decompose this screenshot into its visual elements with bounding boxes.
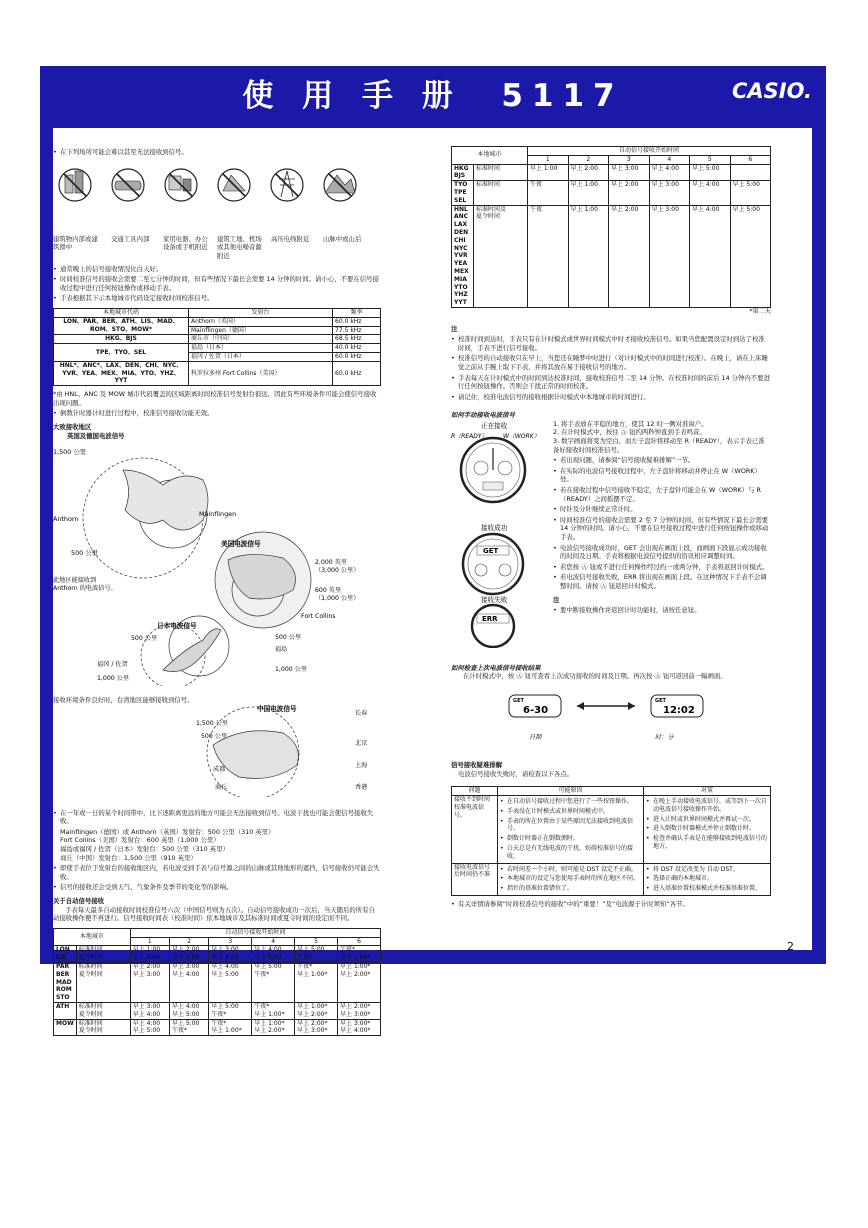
th: 本地城市	[452, 147, 528, 165]
last-result-displays	[451, 687, 771, 747]
label-2000: 2,000 英里	[315, 559, 348, 567]
step: 3. 数字画面将变为空白，而左子盘针将移动至 R（READY），表示手表已准备好接收时间校准信号。	[553, 437, 765, 454]
label-changchun: 长春	[355, 709, 368, 717]
city-codes: HKG、BJS	[54, 335, 189, 344]
step-bullet: • 若在接收过程中信号接收不稳定，左子盘针可能会在 W（WORK）与 R（READY）之间摇摆不定。	[553, 486, 771, 503]
label-fail: 接收失败	[481, 595, 508, 604]
cause: • 指针的基准位置错位了。	[500, 885, 641, 893]
time-cell: 早上 5:00	[690, 164, 731, 181]
type-cell: 标准时间	[474, 164, 528, 181]
time-cell: 早上 1:00* 早上 2:00*	[338, 963, 381, 1003]
freq: 60.0 kHz	[333, 352, 381, 361]
label-1500: 1,500 公里	[53, 448, 87, 457]
trouble-table	[451, 786, 771, 896]
solution: • 进入倒数计时器模式并停止倒数计时。	[646, 825, 768, 833]
place-power: 高压电线附近	[271, 234, 310, 243]
time-cell: 早上 1:00* 早上 2:00*	[295, 1003, 338, 1020]
header-bar	[40, 66, 826, 114]
europe-map	[83, 458, 208, 578]
label-success: 接收成功	[481, 523, 508, 532]
watch-figures	[451, 420, 551, 648]
type-cell: 标准时间 夏令时间	[76, 1003, 130, 1020]
th: 问题	[452, 787, 498, 796]
time-cell: 早上 5:00 午夜*	[252, 963, 295, 1003]
type-cell: 标准时间	[474, 181, 528, 205]
label-jp: 日本电波信号	[157, 622, 197, 631]
last-text: 在计时模式中，按 Ⓐ 钮可查看上次成功接收的时间及日期。再次按 Ⓐ 钮可返回前一幅画面。	[463, 672, 727, 681]
label-600b: （1,000 公里）	[315, 595, 360, 603]
problem-cell: 接收不到时间校准电波信号。	[452, 796, 498, 864]
time-cell: 早上 2:00 早上 3:00	[169, 946, 208, 963]
label-note2: Anthorn 的电波信号。	[53, 585, 117, 593]
step-bullet: • 在实际的电波信号接收过程中，左子盘针将移动并停止在 W（WORK）处。	[553, 467, 771, 484]
city-cell: HKG BJS	[452, 164, 474, 181]
construction-icon	[218, 169, 250, 201]
label-shanghai: 上海	[355, 761, 368, 769]
label-2000b: （3,000 公里）	[315, 567, 360, 575]
time-cell: 早上 4:00	[649, 164, 690, 181]
time-cell: 早上 3:00 早上 4:00	[130, 1003, 169, 1020]
label-j500: 500 公里	[131, 635, 158, 643]
step-bullet: • 若出现问题，请参阅“信号接收疑难排解”一节。	[553, 456, 771, 465]
th: 5	[295, 937, 338, 946]
time-cell: 午夜* 早上 1:00*	[209, 1019, 252, 1036]
cause: • 白天总是有无线电波的干扰，妨碍校准信号的接收。	[500, 845, 641, 861]
time-cell: 早上 4:00 早上 5:00	[169, 1003, 208, 1020]
label-600: 600 英里	[315, 587, 342, 595]
time-get: GET	[655, 698, 666, 705]
time-cell: 早上 4:00	[690, 205, 731, 307]
label-mainflingen: Mainflingen	[199, 510, 237, 519]
time-cell: 早上 3:00	[649, 205, 690, 307]
bullet: • 手表根据其下示本地城市代码设定接收时间校准信号。	[53, 294, 381, 303]
city-codes: HNL*、ANC*、LAX、DEN、CHI、NYC、YVR、YEA、MEX、MIA、YTO、YHZ、YYT	[54, 361, 189, 385]
city-codes: LON、PAR、BER、ATH、LIS、MAD、ROM、STO、MOW*	[54, 317, 189, 335]
page-number: 2	[787, 940, 794, 953]
interference-icons	[53, 161, 381, 260]
step: 2. 在计时模式中，按住 Ⓐ 钮约两秒钟直到手表鸣音。	[553, 428, 706, 437]
table-row	[54, 1019, 381, 1036]
time-display-icon	[651, 695, 703, 717]
label-500: 500 公里	[71, 549, 99, 558]
time-cell: 早上 1:00	[528, 164, 569, 181]
label-shangqiu: 商丘	[215, 783, 228, 791]
place-mountain: 山脉中或山后	[323, 234, 362, 243]
label-anthorn: Anthorn	[53, 515, 79, 524]
swap-arrow-icon	[577, 702, 635, 710]
final-note: • 有关详情请参阅“时间校准信号的接收”中的“重要！”及“电波源子计时须知”各节。	[451, 900, 771, 909]
cause: • 若时间差一个小时，则可能是 DST 设定不正确。	[500, 866, 641, 874]
table-row	[452, 796, 771, 864]
table-row	[452, 164, 771, 181]
time-cell: 早上 2:00 早上 3:00	[130, 963, 169, 1003]
time-cell: 午夜* 早上 1:00*	[252, 1003, 295, 1020]
bullet: • 信号的接收还会受到天气、气象条件及季节的变化等的影响。	[53, 883, 381, 892]
trouble-title: 信号接收疑难排解	[451, 761, 503, 770]
power-line-icon	[271, 169, 303, 201]
time-cell: 早上 3:00 早上 4:00	[209, 946, 252, 963]
get-indicator: GET	[483, 546, 499, 555]
dist-line: 福島或福冈 / 佐贺（日本）发射台：500 公里（310 英里）	[60, 845, 229, 854]
city-cell: MOW	[54, 1019, 77, 1036]
step-bullet: • 时间校准信号的接收会需要 2 至 7 分钟的时间，但有些情况下最长会需要 14 分钟的时间。请小心，不要在信号接收过程中进行任何按钮操作或移动手表。	[553, 516, 771, 542]
table-row	[452, 181, 771, 205]
dist-line: Mainflingen（德国）或 Anthorn（英国）发射台：500 公里（310 英里）	[60, 827, 275, 836]
auto-text: 手表每天最多自动接收时间校准信号六次（中国信号则为五次）。自动信号接收成功一次后，当天随后的所有自动接收操作便不再进行。信号接收时间表（校准时间）依本地城市及其标准时间或夏令时间的设定而不同。	[53, 905, 375, 923]
time-cell: 早上 2:00	[609, 181, 650, 205]
map-title: 大致接收地区	[53, 422, 92, 431]
time-cell: 午夜	[528, 205, 569, 307]
watch-receiving-icon	[461, 438, 525, 502]
bullet: • 在一年或一日的某个时间带中，比下述距离更远的地方可能会无法接收到信号。电波干扰也可能会使信号接收失败。	[53, 809, 381, 826]
footnote-2: • 倒数计时器计时进行过程中，校准信号接收功能无效。	[53, 409, 381, 418]
left-column	[53, 146, 381, 1036]
table-row	[452, 863, 771, 895]
date-value: 6-30	[523, 705, 549, 717]
table-row	[452, 205, 771, 307]
time-cell: 早上 5:00 午夜*	[209, 1003, 252, 1020]
label-beijing: 北京	[355, 739, 368, 747]
time-cell: 早上 1:00 早上 2:00	[130, 946, 169, 963]
th: 发射台	[189, 308, 333, 317]
th: 3	[209, 937, 252, 946]
station: Mainflingen（德国）	[189, 326, 333, 335]
table-row	[54, 1003, 381, 1020]
date-display-icon	[509, 695, 561, 717]
place-building: 建筑物内部或建筑群中	[53, 234, 98, 252]
note: • 校准时间到达时，手表只有在计时模式或世界时间模式中时才接收校准信号。如果当您配置设定时到达了校准时间，手表不进行信号接收。	[451, 335, 771, 352]
solution: • 进入基准位置校准模式并校准基准位置。	[646, 885, 768, 893]
city-cell: HNL ANC LAX DEN CHI NYC YVR YEA MEX MIA YTO YHZ YYT	[452, 205, 474, 307]
step: 1. 将手表放在平稳的地方，使其 12 时一侧对准窗户。	[553, 419, 708, 428]
th: 2	[568, 155, 609, 164]
china-map	[53, 705, 381, 797]
manual-section	[451, 420, 771, 648]
china-map-svg	[53, 705, 381, 797]
cause: • 倒数计时器正在倒数测时。	[500, 835, 641, 843]
th: 1	[528, 155, 569, 164]
th: 3	[609, 155, 650, 164]
freq: 77.5 kHz	[333, 326, 381, 335]
time-cell: 早上 3:00	[649, 181, 690, 205]
city-codes: TPE、TYO、SEL	[54, 344, 189, 362]
th: 6	[338, 937, 381, 946]
right-column	[451, 146, 771, 911]
time-cell: 早上 2:00* 早上 3:00*	[338, 1003, 381, 1020]
displays-svg	[451, 687, 771, 747]
freq: 60.0 kHz	[333, 361, 381, 385]
cause: • 手表的所在位置由于某些原因无法接收到电波信号。	[500, 818, 641, 834]
problem-cell: 接收电波信号后时间仍不准	[452, 863, 498, 895]
time-cell: 早上 4:00	[690, 181, 731, 205]
reception-maps-svg	[53, 440, 381, 686]
dist-line: 商丘（中国）发射台：1,500 公里（910 英里）	[60, 853, 197, 862]
station: 商丘市（中国）	[189, 335, 333, 344]
label-us: 美国电波信号	[221, 540, 261, 549]
station: 福島（日本）	[189, 344, 333, 353]
th: 对策	[644, 787, 771, 796]
freq: 60.0 kHz	[333, 317, 381, 326]
cause: • 本地城市的设定与您使用手表时的所在地区不同。	[500, 875, 641, 883]
casio-logo: CASIO.	[732, 79, 812, 103]
building-icon	[59, 169, 91, 201]
step-bullet: • 时针及分针继续正常计时。	[553, 505, 771, 514]
label-cn: 中国电波信号	[257, 704, 297, 713]
type-cell: 标准时间 夏令时间	[76, 946, 130, 963]
manual-title: 如何手动接收电波信号	[451, 411, 515, 420]
th: 本地城市代码	[54, 308, 189, 317]
label-fukushima: 福島	[275, 646, 288, 654]
time-cell: 早上 5:00 午夜*	[295, 946, 338, 963]
station: 科罗拉多州 Fort Collins（美国）	[189, 361, 333, 385]
last-title: 如何检查上次电波信号接收结果	[451, 663, 541, 672]
bullet: • 即使手表位于发射台的接收地区内，若电波受到手表与信号源之间的山脉或其他地形的遮挡，信号接收仍可能会失败。	[53, 864, 381, 881]
date-get: GET	[513, 698, 524, 705]
th: 2	[169, 937, 208, 946]
th: 4	[649, 155, 690, 164]
time-cell: 早上 3:00* 早上 4:00*	[338, 1019, 381, 1036]
note: • 手表每天在计时模式中的时间到达校准时间，接收校准信号二至 14 分钟。在校准时间的前后 14 分钟内不要进行任何按钮操作。否则会干扰正常的时间校准。	[451, 374, 771, 391]
bullet: • 通常晚上的信号接收情况比白天好。	[53, 265, 381, 274]
label-j1000b: 1,000 公里	[97, 675, 130, 683]
th: 5	[690, 155, 731, 164]
label-ready: R（READY）	[451, 432, 488, 440]
time-value: 12:02	[663, 705, 695, 717]
th: 1	[130, 937, 169, 946]
freq: 68.5 kHz	[333, 335, 381, 344]
type-cell: 标准时间及 夏令时间	[474, 205, 528, 307]
freq: 40.0 kHz	[333, 344, 381, 353]
label-fukuoka: 福冈 / 佐贺	[97, 661, 128, 669]
time-cell: 早上 1:00	[568, 181, 609, 205]
manual-title: 使 用 手 册 5117	[242, 78, 624, 114]
th: 自动信号接收开始时间	[130, 928, 380, 937]
note2: • 要中断接收操作并返回计时功能时，请按任意钮。	[553, 606, 771, 615]
solution: • 选择正确的本地城市。	[646, 875, 768, 883]
schedule-table-1	[53, 928, 381, 1036]
china-intro: 接收环境条件良好时，台湾地区能够接收到信号。	[53, 696, 194, 705]
time-cell: 早上 3:00	[609, 164, 650, 181]
time-cell: 早上 5:00	[730, 205, 771, 307]
th: 频率	[333, 308, 381, 317]
label-cn500: 500 公里	[201, 732, 228, 740]
note2-title: 注	[553, 595, 560, 604]
time-cell: 早上 5:00	[730, 181, 771, 205]
label-time: 时：分	[655, 734, 674, 742]
time-cell	[730, 164, 771, 181]
note-title: 注	[451, 324, 458, 333]
watch-fail-icon	[472, 605, 514, 647]
cause: • 在自动信号接收过程中您进行了一些按钮操作。	[500, 798, 641, 806]
label-cn1500: 1,500 公里	[196, 719, 229, 727]
solution-cell	[644, 796, 771, 864]
note: • 请记住，校准电波信号的接收根据计时模式中本地城市的时间进行。	[451, 393, 771, 402]
th: 可能原因	[498, 787, 644, 796]
time-cell: 早上 5:00 午夜*	[169, 1019, 208, 1036]
cause: • 手表没在计时模式或世界时间模式中。	[500, 808, 641, 816]
city-cell: PAR BER MAD ROM STO	[54, 963, 77, 1003]
solution: • 将 DST 设定改变为 自动 DST。	[646, 866, 768, 874]
station: 福冈 / 佐贺（日本）	[189, 352, 333, 361]
time-cell: 早上 2:00	[568, 164, 609, 181]
dist-line: Fort Collins（美国）发射台：600 英里（1,000 公里）	[60, 836, 220, 845]
label-j500b: 500 公里	[275, 634, 302, 642]
step-bullet: • 若电波信号接收失败，ERR 将出现在画面上段。在这种情况下手表不会调整时间。请按 Ⓐ 钮返回计时模式。	[553, 573, 771, 590]
trouble-text: 电波信号接收失败时，请检查以下各点。	[458, 769, 574, 778]
station: Anthorn（英国）	[189, 317, 333, 326]
time-cell: 早上 4:00 早上 5:00	[252, 946, 295, 963]
step-bullet: • 电波信号接收成功时，GET 会出现在画面上段，而画面下段显示成功接收的时间及日期。手表将根据电波信号提供的资讯相应调整时间。	[553, 544, 771, 561]
type-cell: 标准时间 夏令时间	[76, 1019, 130, 1036]
time-cell: 早上 3:00 早上 4:00	[169, 963, 208, 1003]
label-chengdu: 成都	[213, 765, 226, 773]
th: 本地城市	[54, 928, 131, 946]
th: 6	[730, 155, 771, 164]
time-cell: 午夜* 早上 1:00*	[338, 946, 381, 963]
time-cell: 早上 2:00	[609, 205, 650, 307]
bullet: • 时间校准信号的接收会需要二至七分钟的时间，但有些情况下最长会需要 14 分钟的时间。请小心，不要在信号接收过程中进行任何按钮操作或移动手表。	[53, 275, 381, 292]
time-cell: 早上 4:00 早上 5:00	[209, 963, 252, 1003]
frequency-table	[53, 308, 381, 386]
time-cell: 午夜* 早上 1:00*	[295, 963, 338, 1003]
step-bullet: • 若您按 Ⓐ 钮或不进行任何操作经过约一或两分钟，手表将返回计时模式。	[553, 563, 771, 572]
solution: • 在晚上手动接收电波信号，或等到下一次自动电波信号接收操作开始。	[646, 798, 768, 814]
city-cell: LON LIS	[54, 946, 77, 963]
label-j1000: 1,000 公里	[275, 666, 308, 674]
place-construction: 建筑工地、机场或其他电噪音源附近	[217, 234, 262, 260]
city-cell: ATH	[54, 1003, 77, 1020]
reception-maps	[53, 440, 381, 686]
solution: • 进入计时或世界时间模式并再试一次。	[646, 816, 768, 824]
label-work: W（WORK）	[503, 432, 540, 440]
time-cell: 午夜	[528, 181, 569, 205]
label-fortcollins: Fort Collins	[301, 613, 336, 621]
next-day-note: *第二天	[749, 307, 771, 315]
place-vehicle: 交通工具内部	[111, 234, 150, 243]
map-subtitle: 英国及德国电波信号	[67, 431, 125, 440]
note: • 校准信号的自动接收只在早上，当您还在睡梦中时进行（对计时模式中的时间进行校准）。在晚上，请在上床睡觉之前从手腕上取下手表，并将其放在易于接收信号的地方。	[451, 354, 771, 371]
solution-cell	[644, 863, 771, 895]
schedule-table-2	[451, 146, 771, 308]
label-note1: 此地区能接收到	[53, 577, 97, 585]
time-cell: 早上 1:00* 早上 2:00*	[252, 1019, 295, 1036]
cause-cell	[498, 863, 644, 895]
manual-steps	[553, 420, 771, 617]
time-cell: 早上 1:00	[568, 205, 609, 307]
mountain-icon	[324, 169, 356, 201]
time-cell: 早上 2:00* 早上 3:00*	[295, 1019, 338, 1036]
label-receiving: 正在接收	[481, 421, 508, 430]
label-hk: 香港	[355, 783, 368, 791]
auto-title: 关于自动信号接收	[53, 897, 105, 906]
cause-cell	[498, 796, 644, 864]
time-cell: 早上 4:00 早上 5:00	[130, 1019, 169, 1036]
appliance-icon	[165, 169, 197, 201]
th: 自动信号接收开始时间	[528, 147, 771, 156]
table-row	[54, 946, 381, 963]
intro-text: • 在下列场所可能会难以甚至无法接收到信号。	[53, 148, 381, 157]
watch-success-icon	[463, 534, 523, 594]
err-indicator: ERR	[482, 614, 498, 623]
solution: • 检查并确认手表是在能够接收到电波信号的地方。	[646, 835, 768, 851]
label-date: 日期	[529, 734, 542, 742]
footnote: *由 HNL、ANC 及 MOW 城市代码覆盖的区域距离时间校准信号发射台很远，因此有些环境条件可能会使信号接收出现问题。	[53, 390, 377, 407]
place-appliance: 家用电器、办公设备或手机附近	[163, 234, 208, 252]
vehicle-icon	[112, 169, 144, 201]
city-cell: TYO TPE SEL	[452, 181, 474, 205]
table-row	[54, 963, 381, 1003]
type-cell: 标准时间 夏令时间	[76, 963, 130, 1003]
th: 4	[252, 937, 295, 946]
